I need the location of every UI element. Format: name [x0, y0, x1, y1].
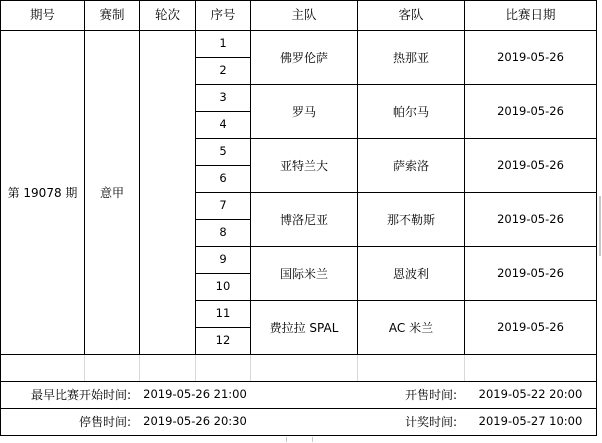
match-date: 2019-05-26: [497, 265, 564, 280]
away-team: 帕尔马: [392, 104, 429, 119]
seq-number: 5: [219, 144, 227, 159]
seq-number: 4: [219, 117, 227, 132]
league-cell: 意甲: [99, 185, 124, 200]
sheet-gridline: [195, 355, 196, 381]
header-period: 期号: [29, 7, 55, 23]
match-date: 2019-05-26: [497, 211, 564, 226]
seq-number: 11: [215, 306, 231, 321]
away-team: 萨索洛: [392, 158, 429, 173]
seq-number: 9: [219, 252, 227, 267]
seq-number: 10: [215, 279, 231, 294]
away-team: 那不勒斯: [386, 212, 435, 227]
body-bottom-border: [0, 354, 597, 355]
header-match-date: 比赛日期: [505, 7, 556, 23]
header-format: 赛制: [99, 7, 125, 23]
sheet-edge-mark: [286, 437, 287, 442]
home-team: 罗马: [291, 104, 316, 119]
match-date: 2019-05-26: [497, 319, 564, 334]
match-date: 2019-05-26: [497, 103, 564, 118]
seq-number: 12: [215, 333, 231, 348]
col-divider: [139, 0, 140, 355]
sale-stop-label: 停售时间:: [78, 415, 131, 429]
home-team: 博洛尼亚: [279, 212, 328, 227]
sale-open-value: 2019-05-22 20:00: [478, 387, 583, 402]
match-date: 2019-05-26: [497, 49, 564, 64]
sheet-edge-mark: [599, 196, 601, 256]
table-right-border: [596, 0, 597, 436]
home-team: 亚特兰大: [279, 158, 328, 173]
away-team: 热那亚: [392, 50, 429, 65]
header-round: 轮次: [154, 7, 180, 23]
seq-number: 3: [219, 90, 227, 105]
earliest-start-label: 最早比赛开始时间:: [30, 388, 131, 402]
home-team: 国际米兰: [279, 266, 328, 281]
sale-stop-value: 2019-05-26 20:30: [143, 414, 247, 429]
draw-time-value: 2019-05-27 10:00: [478, 414, 583, 429]
sheet-gridline: [250, 355, 251, 381]
home-team: 费拉拉 SPAL: [269, 320, 339, 335]
header-home-team: 主队: [291, 7, 317, 23]
draw-time-label: 计奖时间:: [404, 415, 457, 429]
match-date: 2019-05-26: [497, 157, 564, 172]
sheet-edge-mark: [312, 437, 313, 442]
period-cell: 第 19078 期: [7, 185, 78, 200]
seq-number: 8: [219, 225, 227, 240]
sale-open-label: 开售时间:: [404, 388, 457, 402]
away-team: AC 米兰: [388, 320, 434, 335]
header-away-team: 客队: [398, 7, 424, 23]
seq-number: 6: [219, 171, 227, 186]
seq-number: 7: [219, 198, 227, 213]
table-bottom-border: [0, 435, 597, 436]
sheet-gridline: [84, 355, 85, 381]
seq-number: 1: [219, 36, 227, 51]
sheet-gridline: [464, 355, 465, 381]
sheet-gridline: [357, 355, 358, 381]
away-team: 恩波利: [392, 266, 429, 281]
header-seq: 序号: [210, 7, 236, 23]
seq-number: 2: [219, 63, 227, 78]
sheet-gridline: [139, 355, 140, 381]
earliest-start-value: 2019-05-26 21:00: [143, 387, 247, 402]
home-team: 佛罗伦萨: [279, 50, 328, 65]
